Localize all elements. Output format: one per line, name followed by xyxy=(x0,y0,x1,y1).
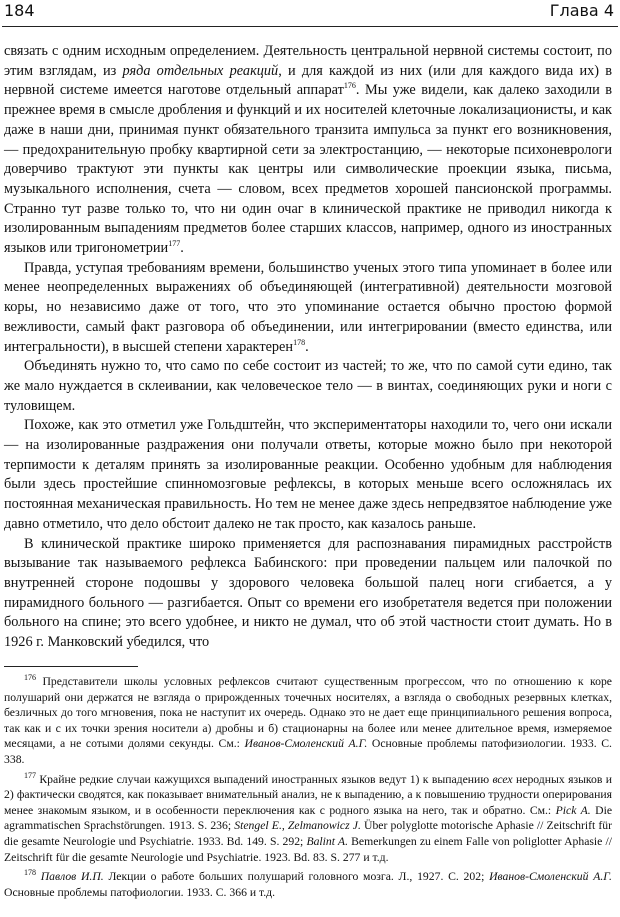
footnote: $^{176}$ Представители школы условных рефлексов считают существенным прогрессом, что по отношению к коре полушарий они держатся не взгляда о прирожденных точечных носителях, а взгляда о свободных резервных клетках, безличных до того мгновения, пока не наступит их очередь. Однако это не дает еще принципиального решения вопроса, так как и с их точки зрения носители а) дробны и б) стационарны на более или менее длительное время, измеряемое месяцами, а не сотыми долями секунды. См.: Иванов-Смоленский А.Г. Основные проблемы патофизиологии. 1933. С. 338. xyxy=(4,673,612,766)
paragraph: Правда, уступая требованиям времени, большинство ученых этого типа упоминает в более или менее неопределенных выражениях об объединяющей (интегративной) деятельности мозговой коры, но независимо даже от того, что это упоминание остается обычно простою формой вежливости, самый факт разговора об объединении, или интегрировании (вместо единства, или интегральности), в высшей степени характерен$^{178}$. xyxy=(4,259,612,355)
footnote-number: 177 xyxy=(24,770,36,780)
page-number: 184 xyxy=(4,1,35,20)
paragraph: Объединять нужно то, что само по себе состоит из частей; то же, что по самой сути едино, так же мало нуждается в склеивании, как человеческое тело — в винтах, соединяющих руки и ноги с туловищем. xyxy=(4,358,612,414)
paragraph: В клинической практике широко применяется для распознавания пирамидных расстройств вызывание так называемого рефлекса Бабинского: при проведении пальцем или палочкой по внутренней стороне подошвы у здорового человека большой палец ноги сгибается, а у пирамидного больного — разгибается. Опыт со времени его изобретателя ведется при положении больного на спине; это всего удобнее, и никто не думал, что об этой частности стоит думать. Но в 1926 г. Манковский убедился, что xyxy=(4,535,612,651)
footnote-number: 178 xyxy=(24,868,36,878)
footnote-ref: 178 xyxy=(293,337,306,347)
footnote-ref: 176 xyxy=(343,81,356,91)
paragraph: Похоже, как это отметил уже Гольдштейн, что экспериментаторы находили то, чего они искали — на изолированные раздражения они получали ответы, которые можно было при некоторой терпимости к деталям принять за изолированные реакции. Особенно удобным для наблюдения были здесь простейшие спинномозговые рефлексы, в которых меньше всего осложнялась их постоянная механическая правильность. Но тем не менее даже здесь непредвзятое наблюдение уже давно отметило, что дело обстоит далеко не так просто, как казалось раньше. xyxy=(4,417,612,532)
footnote: $^{177}$ Крайне редкие случаи кажущихся выпадений иностранных языков ведут 1) к выпадению всех неродных языков и 2) фактически сводятся, как показывает внимательный анализ, не к выпадению, а к повышению трудности оперирования менее знакомым языком, и в особенности переключения как с родного языка на него, так и обратно. См.: Pick A. Die agrammatischen Sprachstörungen. 1913. S. 236; Stengel E., Zelmanowicz J. Über polyglotte motorische Aphasie // Zeitschrift für die gesamte Neurologie und Psychiatrie. 1933. Bd. 149. S. 292; Balint A. Bemerkungen zu einem Falle von poliglotter Aphasie // Zeitschrift für die gesamte Neurologie und Psychiatrie. 1923. Bd. 83. S. 277 и т.д. xyxy=(4,770,612,864)
footnotes xyxy=(4,674,612,904)
footnote-number: 176 xyxy=(24,673,36,683)
footnote-divider xyxy=(4,666,138,667)
main-text xyxy=(4,42,612,653)
running-header xyxy=(2,0,618,27)
footnote-ref: 177 xyxy=(168,239,181,249)
paragraph: связать с одним исходным определением. Деятельность центральной нервной системы состоит, по этим взглядам, из ряда отдельных реакций, и для каждой из них (или для каждого вида их) в нервной системе имеется наготове отдельный аппарат$^{176}$. Мы уже видели, как далеко заходили в прежнее время в смысле дробления и функций и их носителей клеточные локализационисты, и как даже в наши дни, принимая пункт обязательного транзита импульса за пункт его возникновения, — предохранительную пробку квартирной сети за электростанцию, — некоторые психоневрологи доверчиво трактуют эти пункты как центры или символические проекции языка, письма, музыкального исполнения, счета — словом, всех предметов хорошей пансионской программы. Странно тут разве только то, что ни один очаг в клинической практике не приводил никогда к изолированным выпадениям предметов более старших классов, например, одного из иностранных языков или тригонометрии$^{177}$. xyxy=(4,43,613,257)
footnote: $^{178}$ Павлов И.П. Лекции о работе больших полушарий головного мозга. Л., 1927. С. 202; Иванов-Смоленский А.Г. Основные проблемы патофиологии. 1933. С. 366 и т.д. xyxy=(4,868,612,899)
chapter-title: Глава 4 xyxy=(549,1,614,20)
